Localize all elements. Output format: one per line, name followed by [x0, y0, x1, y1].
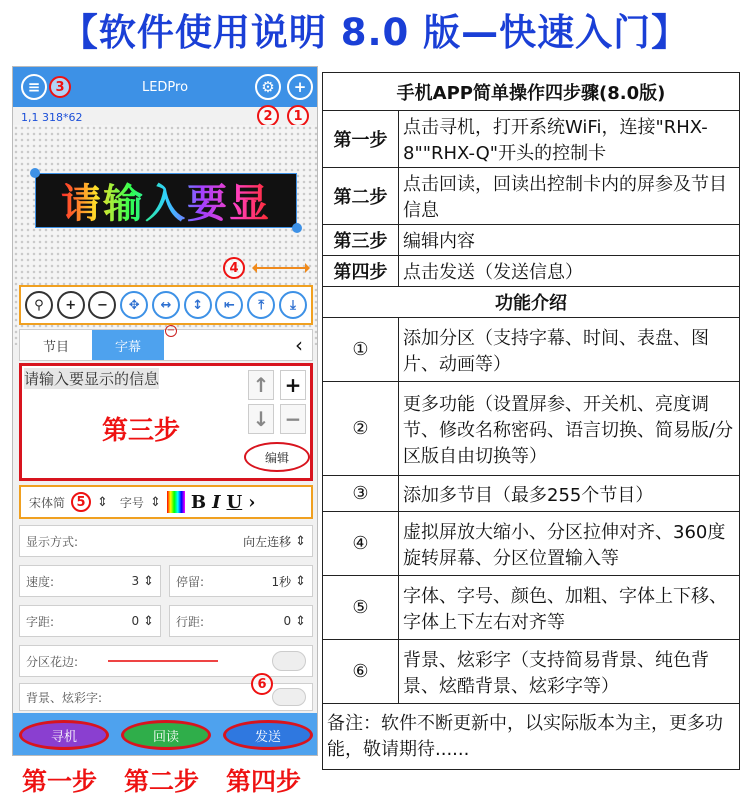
step2-label: 第二步: [124, 767, 200, 796]
page-title: 【软件使用说明 8.0 版—快速入门】: [60, 11, 690, 54]
edit-button[interactable]: 编辑: [244, 442, 310, 472]
move-up-button[interactable]: ↑: [248, 370, 274, 400]
toolbar: [19, 285, 313, 325]
fit-screen-icon[interactable]: ✥: [120, 291, 148, 319]
tab-program[interactable]: 节目: [42, 339, 69, 355]
led-preview-area[interactable]: [35, 173, 297, 228]
feature-number: ②: [323, 382, 399, 476]
step4-label: 第四步: [226, 767, 302, 796]
stretch-horizontal-icon[interactable]: ↔: [152, 291, 180, 319]
resize-handle-bottom-right[interactable]: [292, 223, 302, 233]
chevron-updown-icon: ⇕: [143, 573, 154, 589]
step3-label: 第三步: [102, 416, 181, 446]
feature-text: 虚拟屏放大缩小、分区拉伸对齐、360度旋转屏幕、分区位置输入等: [399, 512, 740, 576]
display-mode-value: 向左连移: [243, 534, 292, 549]
line-spacing-label: 行距:: [176, 614, 205, 629]
led-preview-text: 请输入要显: [61, 172, 271, 229]
resize-handle-top-left[interactable]: [30, 168, 40, 178]
marker-1: 1: [287, 105, 309, 127]
search-zoom-icon[interactable]: ⚲: [25, 291, 53, 319]
marker-6: 6: [251, 673, 273, 695]
line-spacing-field[interactable]: [169, 605, 313, 637]
settings-icon[interactable]: ⚙: [255, 74, 281, 100]
back-chevron-icon[interactable]: ‹: [295, 333, 303, 357]
stay-label: 停留:: [176, 574, 205, 589]
more-chevron-icon[interactable]: ›: [248, 491, 256, 513]
page-title-bar: [0, 0, 750, 58]
readback-button[interactable]: 回读: [121, 720, 211, 750]
border-toggle[interactable]: [272, 651, 306, 671]
step-label-cell: 第四步: [323, 256, 399, 287]
chevron-updown-icon: ⇕: [143, 613, 154, 629]
bold-button[interactable]: B: [190, 491, 207, 513]
zoom-out-icon[interactable]: −: [88, 291, 116, 319]
align-left-icon[interactable]: ⇤: [215, 291, 243, 319]
border-preview-line: [108, 660, 218, 662]
feature-number: ①: [323, 318, 399, 382]
step-text-cell: 点击寻机，打开系统WiFi，连接"RHX-8""RHX-Q"开头的控制卡: [399, 111, 740, 168]
stretch-vertical-icon[interactable]: ↕: [184, 291, 212, 319]
marker-4: 4: [223, 257, 245, 279]
step-text-cell: 点击发送（发送信息）: [399, 256, 740, 287]
marker-3: 3: [49, 76, 71, 98]
table-header: 手机APP简单操作四步骤(8.0版): [323, 73, 740, 111]
color-picker-icon[interactable]: [167, 491, 185, 513]
align-bottom-icon[interactable]: ⤓: [279, 291, 307, 319]
add-line-button[interactable]: +: [280, 370, 306, 400]
feature-text: 背景、炫彩字（支持简易背景、纯色背景、炫酷背景、炫彩字等）: [399, 640, 740, 704]
tab-subtitle[interactable]: 字幕: [92, 330, 164, 360]
line-spacing-value: 0: [283, 614, 292, 628]
remove-area-badge[interactable]: −: [166, 325, 176, 336]
step1-label: 第一步: [22, 767, 98, 796]
chevron-updown-icon: ⇕: [295, 573, 306, 589]
text-edit-area[interactable]: [19, 363, 313, 481]
feature-text: 添加分区（支持字幕、时间、表盘、图片、动画等）: [399, 318, 740, 382]
char-spacing-label: 字距:: [26, 614, 55, 629]
phone-screen: [12, 66, 318, 756]
app-name: LEDPro: [141, 79, 189, 95]
border-field[interactable]: [19, 645, 313, 677]
background-label: 背景、炫彩字:: [26, 690, 103, 705]
feature-text: 更多功能（设置屏参、开关机、亮度调节、修改名称密码、语言切换、简易版/分区版自由切换等）: [399, 382, 740, 476]
border-label: 分区花边:: [26, 654, 79, 669]
marker-2: 2: [257, 105, 279, 127]
feature-number: ⑤: [323, 576, 399, 640]
stay-field[interactable]: [169, 565, 313, 597]
menu-icon[interactable]: ≡: [21, 74, 47, 100]
speed-value: 3: [131, 574, 140, 588]
font-name-chevron-icon[interactable]: ⇕: [97, 494, 108, 510]
underline-button[interactable]: U: [226, 491, 243, 513]
stretch-arrow: [253, 267, 309, 269]
font-toolbar: [19, 485, 313, 519]
chevron-updown-icon: ⇕: [295, 533, 306, 549]
char-spacing-value: 0: [131, 614, 140, 628]
background-toggle[interactable]: [272, 688, 306, 706]
step-label-cell: 第二步: [323, 168, 399, 225]
send-button[interactable]: 发送: [223, 720, 313, 750]
feature-text: 添加多节目（最多255个节目）: [399, 476, 740, 512]
remove-line-button[interactable]: −: [280, 404, 306, 434]
display-mode-label: 显示方式:: [26, 534, 79, 549]
marker-5: 5: [71, 492, 91, 512]
align-top-icon[interactable]: ⤒: [247, 291, 275, 319]
screen-size-readout: 1,1 318*62: [21, 111, 83, 124]
speed-label: 速度:: [26, 574, 55, 589]
chevron-updown-icon: ⇕: [295, 613, 306, 629]
feature-number: ⑥: [323, 640, 399, 704]
speed-field[interactable]: [19, 565, 161, 597]
step-text-cell: 点击回读，回读出控制卡内的屏参及节目信息: [399, 168, 740, 225]
zoom-in-icon[interactable]: +: [57, 291, 85, 319]
add-icon[interactable]: +: [287, 74, 313, 100]
move-down-button[interactable]: ↓: [248, 404, 274, 434]
text-input[interactable]: 请输入要显示的信息: [24, 370, 160, 388]
feature-number: ③: [323, 476, 399, 512]
feature-text: 字体、字号、颜色、加粗、字体上下移、字体上下左右对齐等: [399, 576, 740, 640]
font-size-chevron-icon[interactable]: ⇕: [149, 494, 161, 510]
display-mode-field[interactable]: [19, 525, 313, 557]
note-text: 备注：软件不断更新中，以实际版本为主，更多功能，敬请期待......: [323, 704, 740, 770]
step-label-cell: 第三步: [323, 225, 399, 256]
step-label-cell: 第一步: [323, 111, 399, 168]
features-header: 功能介绍: [323, 287, 740, 318]
font-size-select[interactable]: 字号: [119, 495, 144, 510]
char-spacing-field[interactable]: [19, 605, 161, 637]
font-name-select[interactable]: 宋体简: [29, 495, 66, 510]
bottom-action-bar: [13, 713, 317, 756]
stay-value: 1秒: [271, 574, 292, 589]
italic-button[interactable]: I: [212, 491, 221, 513]
search-device-button[interactable]: 寻机: [19, 720, 109, 750]
instruction-table: [322, 72, 740, 770]
step-text-cell: 编辑内容: [399, 225, 740, 256]
feature-number: ④: [323, 512, 399, 576]
